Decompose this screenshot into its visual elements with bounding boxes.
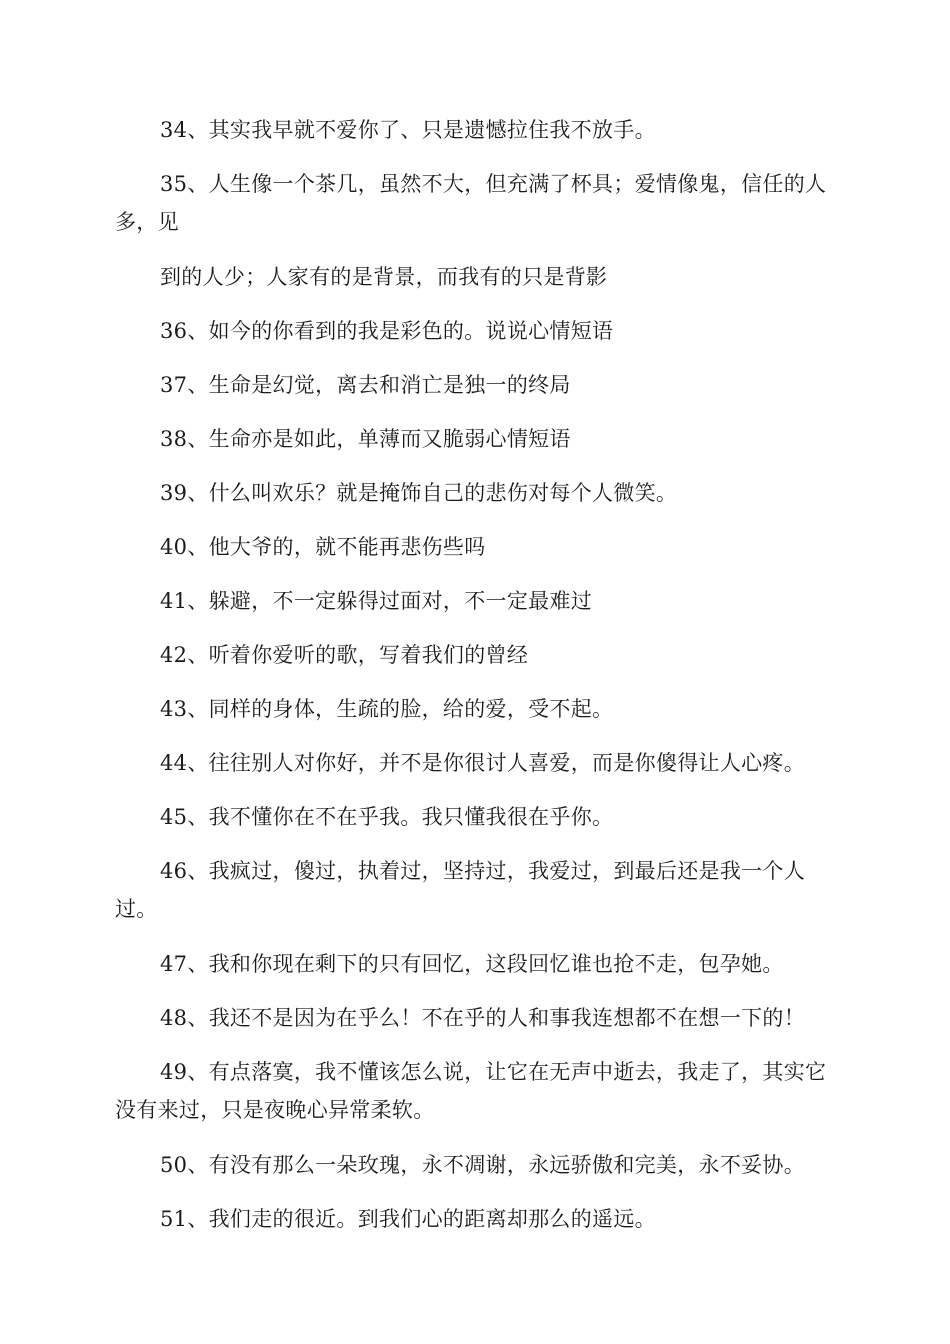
- paragraph-40: 40、他大爷的，就不能再悲伤些吗: [160, 535, 486, 559]
- paragraph-35: 35、人生像一个茶几，虽然不大，但充满了杯具；爱情像鬼，信任的人多，见: [115, 172, 827, 234]
- paragraph-38: 38、生命亦是如此，单薄而又脆弱心情短语: [160, 427, 571, 451]
- paragraph-35-continued: 到的人少；人家有的是背景，而我有的只是背影: [160, 265, 608, 289]
- paragraph-44: 44、往往别人对你好，并不是你很讨人喜爱，而是你傻得让人心疼。: [160, 751, 806, 775]
- paragraph-36: 36、如今的你看到的我是彩色的。说说心情短语: [160, 319, 614, 343]
- paragraph-39: 39、什么叫欢乐？就是掩饰自己的悲伤对每个人微笑。: [160, 481, 678, 505]
- paragraph-34: 34、其实我早就不爱你了、只是遗憾拉住我不放手。: [160, 118, 656, 142]
- paragraph-42: 42、听着你爱听的歌，写着我们的曾经: [160, 643, 529, 667]
- paragraph-45: 45、我不懂你在不在乎我。我只懂我很在乎你。: [160, 805, 614, 829]
- paragraph-51: 51、我们走的很近。到我们心的距离却那么的遥远。: [160, 1207, 656, 1231]
- paragraph-47: 47、我和你现在剩下的只有回忆，这段回忆谁也抢不走，包孕她。: [160, 952, 784, 976]
- paragraph-46: 46、我疯过，傻过，执着过，坚持过，我爱过，到最后还是我一个人过。: [115, 859, 806, 921]
- paragraph-41: 41、躲避，不一定躲得过面对，不一定最难过: [160, 589, 593, 613]
- paragraph-49: 49、有点落寞，我不懂该怎么说，让它在无声中逝去，我走了，其实它没有来过，只是夜晚心异常柔软。: [115, 1060, 827, 1122]
- paragraph-50: 50、有没有那么一朵玫瑰，永不凋谢，永远骄傲和完美，永不妥协。: [160, 1153, 806, 1177]
- paragraph-37: 37、生命是幻觉，离去和消亡是独一的终局: [160, 373, 571, 397]
- paragraph-43: 43、同样的身体，生疏的脸，给的爱，受不起。: [160, 697, 614, 721]
- paragraph-48: 48、我还不是因为在乎么！不在乎的人和事我连想都不在想一下的！: [160, 1006, 806, 1030]
